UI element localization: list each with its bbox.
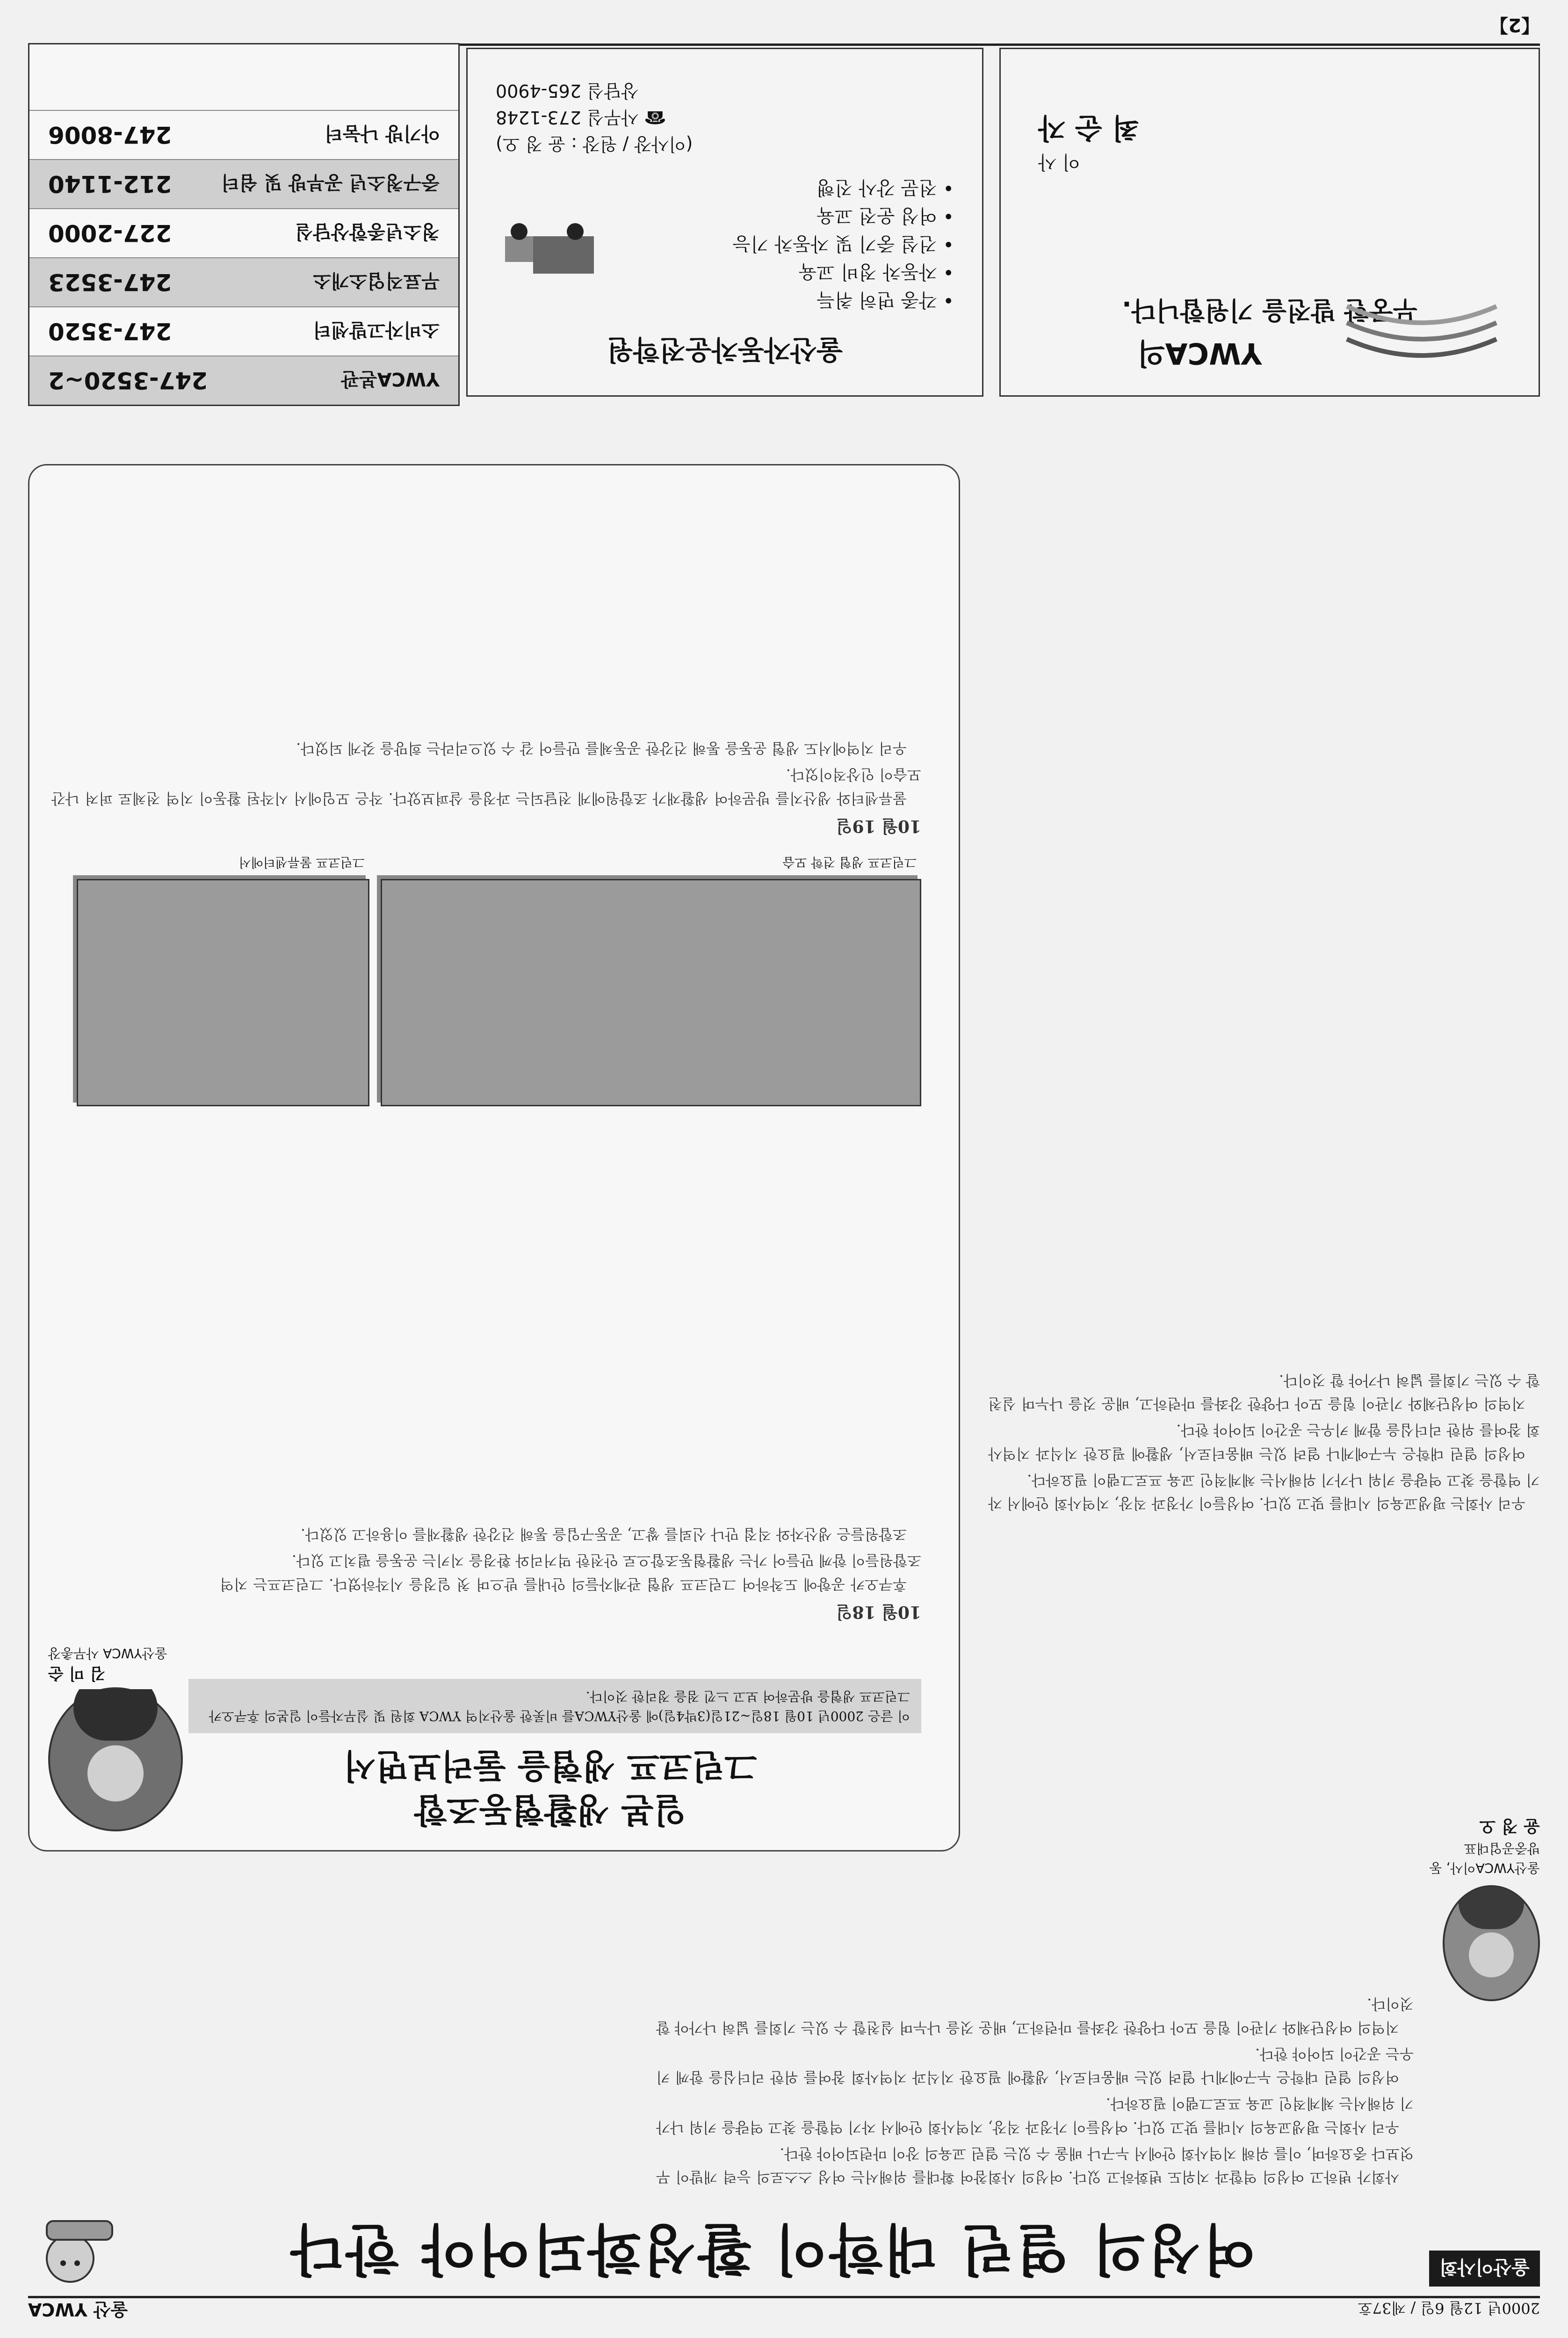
main-headline: 여성의 열린 대학이 활성화되어야 한다: [289, 2217, 1256, 2281]
column-paragraph: 우리 사회는 평생교육의 시대를 맞고 있다. 여성들이 가정과 직장, 지역사회 안에서 자기 역할을 찾고 역량을 키워 나가기 위해서는 체계적인 교육 프로그램이 필요하다.: [988, 1471, 1540, 1511]
column-lede: 사회가 변하고 여성의 역할과 지위도 변화하고 있다. 여성의 사회참여 확대를 위해서는 여성 스스로의 능력 개발이 무엇보다 중요하며, 이를 위해 지역사회 안에서 누구나 배울 수 있는 열린 교육의 장이 마련되어야 한다.: [656, 2144, 1414, 2185]
service-item: • 건설 중기 및 자동차 기능: [732, 233, 954, 254]
author-photo: [48, 1687, 183, 1831]
column-paragraph: 우리 사회는 평생교육의 시대를 맞고 있다. 여성들이 가정과 직장, 지역사회 안에서 자기 역할을 찾고 역량을 키워 나가기 위해서는 체계적인 교육 프로그램이 필요하다.: [656, 2095, 1414, 2135]
columnist-title: 울산YWCA이사, 동방중공업대표: [1429, 1841, 1540, 1876]
column-paragraph: 지역의 여성단체와 기관이 힘을 모아 다양한 강좌를 마련하고, 배운 것을 나누며 실천할 수 있는 기회를 넓혀 나가야 할 것이다.: [656, 1995, 1414, 2036]
day-label: 10월 18일: [836, 1602, 921, 1622]
feature-article-box: [28, 464, 960, 1852]
directory-row: 중구청소년 공부방 및 쉼터 212-1140: [29, 159, 458, 208]
ywca-ad-headline: 무궁한 발전을 기원합니다.: [1122, 296, 1417, 325]
phone-directory: [28, 43, 460, 406]
service-item: • 전문 강사 진행: [817, 177, 954, 198]
feature-paragraph: 조합원들은 생산자와 직접 만나 신뢰를 쌓고, 공동구입을 통해 건강한 생활재를 이용하고 있었다.: [301, 1525, 907, 1543]
truck-icon: [496, 218, 599, 292]
day-label: 10월 19일: [836, 816, 921, 836]
ywca-congrats-ad: [999, 48, 1540, 397]
directory-row: 아기방 나눔터 247-8006: [29, 110, 458, 159]
service-item: • 자동차 정비 교육: [798, 261, 954, 283]
photo-caption: 그린코프 생협 견학 모습: [782, 855, 917, 869]
paper-title: 울산 YWCA: [28, 2299, 128, 2320]
photo-logistics: [77, 879, 369, 1106]
ad-company-title: 울산자동차운전학원: [607, 334, 843, 366]
feature-body-day2: [51, 484, 921, 840]
column-paragraph: 여성의 열린 대학은 누구에게나 열려 있는 배움터로서, 생활에 필요한 지식과 지역사회 참여를 위한 리더십을 함께 키우는 공간이 되어야 한다.: [988, 1421, 1540, 1462]
page-header: [28, 2296, 1540, 2324]
wave-logo: [1342, 274, 1501, 367]
driving-school-ad: [466, 48, 983, 397]
feature-title: 일본 생활협동조합 그린코프 생협을 둘러보면서: [343, 1746, 757, 1830]
service-item: • 여성 운전 교육: [817, 205, 954, 226]
columnist-meta: [1423, 1813, 1540, 1878]
feature-body-day1: [220, 1134, 921, 1626]
columnist-name: 윤 정 오: [1479, 1816, 1540, 1836]
columnist-profile: [1423, 1813, 1540, 2001]
column-paragraph: 지역의 여성단체와 기관이 힘을 모아 다양한 강좌를 마련하고, 배운 것을 나누며 실천할 수 있는 기회를 넓혀 나가야 할 것이다.: [988, 1371, 1540, 1412]
feature-paragraph: 물류센터와 생산지를 방문하여 생활재가 조합원에게 전달되는 과정을 살펴보았다. 작은 모임에서 시작된 활동이 지역 전체로 퍼져 나간 모습이 인상적이었다.: [51, 766, 921, 806]
photo-caption: 그린코프 물류센터에서: [238, 855, 365, 869]
ad-author: 이 사 최 순 자: [1038, 111, 1139, 173]
column-body-continued: [988, 429, 1540, 1515]
byline-name: 김 미 순: [48, 1664, 106, 1683]
service-item: • 각종 면허 취득: [817, 289, 954, 311]
columnist-photo: [1443, 1885, 1540, 2001]
cartoon-illustration: [33, 2212, 126, 2291]
feature-paragraph: 우리 지역에서도 생협 운동을 통해 건강한 공동체를 만들어 갈 수 있으리라는 희망을 갖게 되었다.: [296, 740, 907, 757]
page-footer: [28, 14, 1540, 46]
directory-row: 무료직업소개소 247-3523: [29, 257, 458, 306]
photo-tour: [381, 879, 921, 1106]
column-paragraph: 여성의 열린 대학은 누구에게나 열려 있는 배움터로서, 생활에 필요한 지식과 지역사회 참여를 위한 리더십을 함께 키우는 공간이 되어야 한다.: [656, 2045, 1414, 2086]
directory-row: 청소년종합상담실 227-2000: [29, 208, 458, 257]
ywca-logo-text: YWCA의: [1137, 336, 1262, 370]
byline-role: 울산YWCA 사무총장: [48, 1646, 167, 1661]
ad-contact: (이사장 / 원장 : 윤 정 오) ☎ 사무실 273-1248 상담실 265-4900: [496, 80, 693, 154]
directory-row: YWCA본관 247-3520~2: [29, 356, 458, 405]
page-number: 【2】: [1489, 14, 1540, 36]
section-tag: 울산이사회: [1429, 2251, 1540, 2287]
issue-date: 2000년 12월 6일 / 제37호: [1358, 2299, 1540, 2317]
directory-row: 소비자고발센터 247-3520: [29, 306, 458, 356]
feature-paragraph: 후쿠오카 공항에 도착하여 그린코프 생협 관계자들의 안내를 받으며 첫 일정을 시작하였다. 그린코프는 지역 조합원들이 함께 만들어 가는 생활협동조합으로 안전한 먹거리와 환경을 지키는 운동을 펼치고 있다.: [220, 1552, 921, 1592]
feature-intro: 이 글은 2000년 10월 18일~21일(3박4일)에 울산YWCA를 비롯한 울산지역 YWCA 회원 및 실무자들이 일본의 후쿠오카 그린코프 생협을 방문하여 보고 느낀 점을 정리한 것이다.: [188, 1679, 921, 1733]
feature-byline: [48, 1645, 167, 1686]
